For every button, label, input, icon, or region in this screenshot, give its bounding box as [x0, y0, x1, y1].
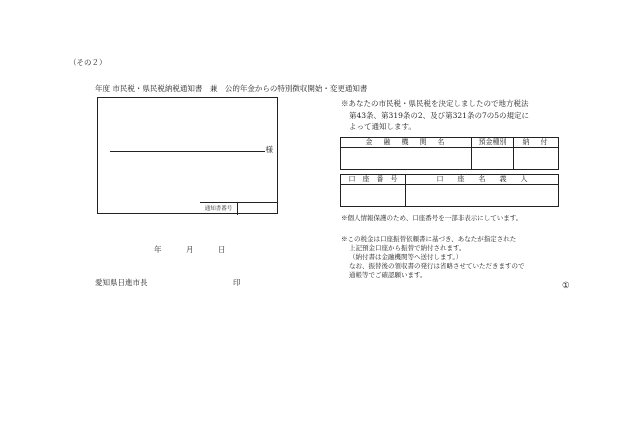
bank-value-row [341, 148, 559, 170]
transfer-note-line-2: 上記預金口座から振替で納付されます。 [349, 244, 466, 252]
honorific-label: 様 [265, 145, 273, 154]
account-header-row [341, 175, 559, 185]
address-box [97, 97, 278, 214]
deposit-type-value [472, 148, 514, 170]
date-day: 日 [218, 245, 226, 254]
account-name-header: 口 座 名 義 人 [406, 175, 559, 185]
date-year: 年 [154, 245, 162, 254]
page-number: ① [562, 281, 570, 291]
transfer-note-line-1: ※この税金は口座振替依頼書に基づき、あなたが指定された [341, 235, 517, 243]
account-value-row [341, 185, 559, 207]
transfer-note-line-3: （納付書は金融機関等へ送付します。） [349, 253, 463, 261]
account-number-value [341, 185, 406, 207]
notice-line-1: ※あなたの市民税・県民税を決定しましたので地方税法 [341, 99, 529, 108]
notice-line-2: 第43条、第319条の2、及び第321条の7の5の規定に [349, 111, 529, 120]
issuer-seal: 印 [233, 278, 241, 287]
issuer-name: 愛知県日進市長 [95, 278, 148, 287]
bank-header-row [341, 138, 559, 148]
institution-header: 金 融 機 関 名 [341, 138, 472, 148]
notice-number-label: 通知書番号 [200, 203, 238, 215]
payment-header: 納 付 [514, 138, 559, 148]
part-label: （その２） [69, 58, 107, 67]
privacy-note: ※個人情報保護のため、口座番号を一部非表示にしています。 [341, 214, 523, 222]
addressee-line [110, 151, 265, 152]
deposit-type-header: 預金種別 [472, 138, 514, 148]
transfer-note-line-4: なお、振替後の領収書の発行は省略させていただきますので [349, 262, 525, 270]
transfer-note-line-5: 通帳等でご確認願います。 [349, 271, 427, 279]
account-number-header: 口 座 番 号 [341, 175, 406, 185]
document-title: 年度 市民税・県民税納税通知書 兼 公的年金からの特別徴収開始・変更通知書 [95, 84, 368, 93]
date-month: 月 [186, 245, 194, 254]
institution-value [341, 148, 472, 170]
bank-account-table [340, 137, 559, 207]
payment-value [514, 148, 559, 170]
account-name-value [406, 185, 559, 207]
notice-line-3: よって通知します。 [349, 122, 416, 131]
notice-number-field [200, 202, 277, 215]
